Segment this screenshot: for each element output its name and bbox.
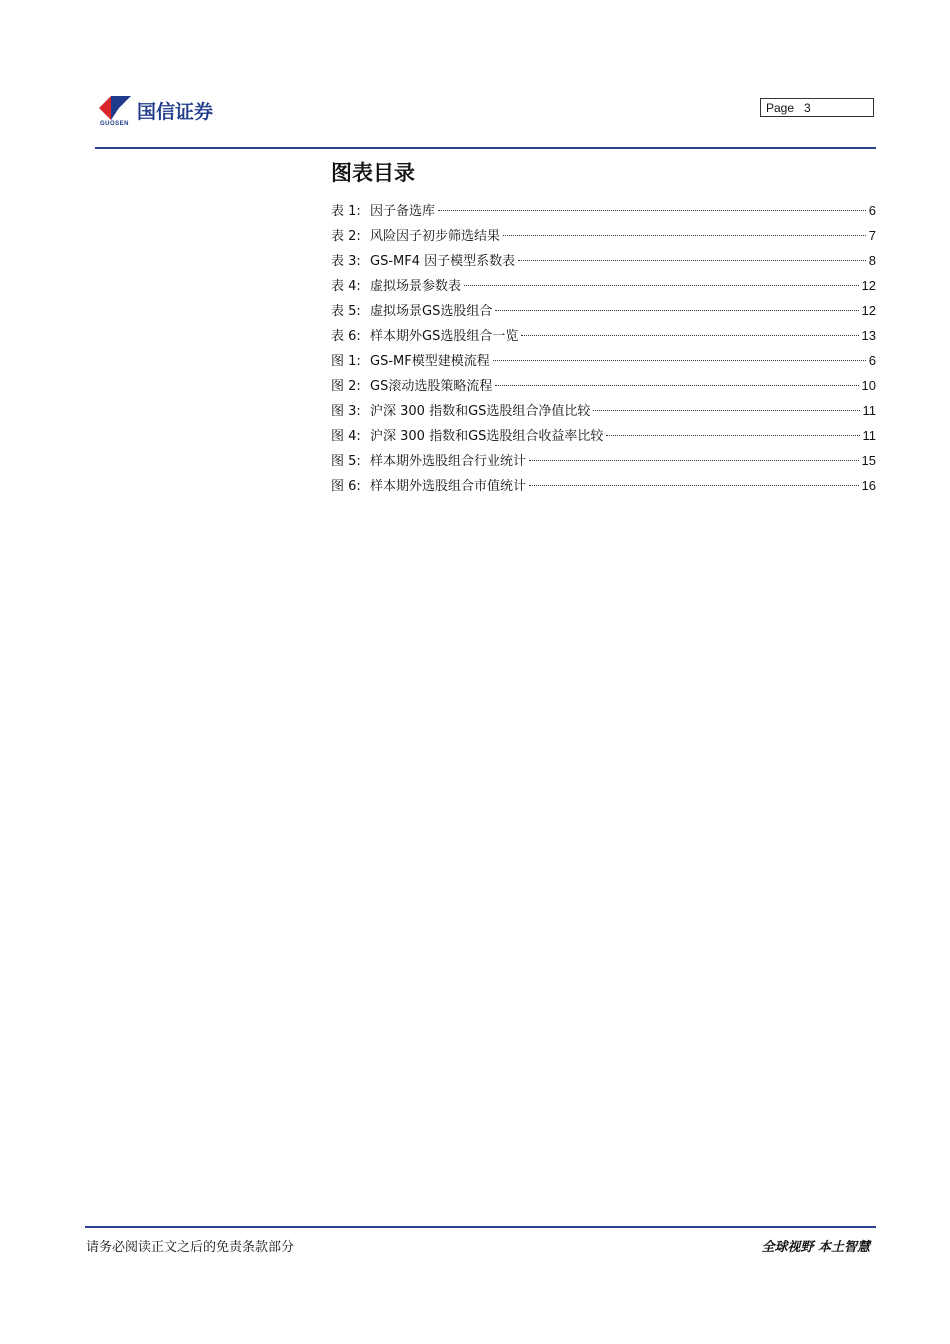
- toc-entry[interactable]: [331, 398, 876, 423]
- toc-leader: [518, 260, 866, 261]
- toc-leader: [495, 310, 858, 311]
- toc-entry-text: 样本期外选股组合行业统计: [370, 454, 527, 469]
- toc-entry[interactable]: [331, 248, 876, 273]
- toc-entry[interactable]: [331, 198, 876, 223]
- toc-leader: [495, 385, 858, 386]
- toc-entry-page: 12: [861, 303, 876, 318]
- toc-entry-text: GS-MF模型建模流程: [370, 354, 490, 369]
- toc-entry[interactable]: [331, 373, 876, 398]
- page-number: 3: [804, 101, 811, 115]
- toc-entry-label: 表 5:: [331, 304, 361, 319]
- toc-leader: [503, 235, 866, 236]
- toc-entry-label: 图 5:: [331, 454, 361, 469]
- toc-title: 图表目录: [331, 161, 415, 185]
- toc-entry[interactable]: [331, 298, 876, 323]
- toc-entry-label: 图 3:: [331, 404, 361, 419]
- toc-entry-text: 因子备选库: [370, 204, 436, 219]
- toc-entry-text: 样本期外选股组合市值统计: [370, 479, 527, 494]
- toc-entry-page: 11: [862, 428, 876, 443]
- toc-entry-label: 图 6:: [331, 479, 361, 494]
- toc-entry-page: 8: [868, 253, 876, 268]
- toc-leader: [438, 210, 866, 211]
- toc-entry[interactable]: [331, 223, 876, 248]
- toc-entry-text: 虚拟场景GS选股组合: [370, 304, 493, 319]
- toc-entry-text: 沪深 300 指数和GS选股组合净值比较: [370, 404, 591, 419]
- toc-entry-label: 表 1:: [331, 204, 361, 219]
- page-label: Page: [766, 101, 795, 115]
- toc-list: [331, 198, 876, 498]
- toc-entry-label: 表 2:: [331, 229, 361, 244]
- toc-entry-label: 表 4:: [331, 279, 361, 294]
- toc-entry-page: 6: [868, 353, 876, 368]
- toc-entry-text: 风险因子初步筛选结果: [370, 229, 501, 244]
- toc-entry-page: 16: [861, 478, 876, 493]
- footer-disclaimer: 请务必阅读正文之后的免责条款部分: [86, 1240, 295, 1255]
- toc-entry-text: 虚拟场景参数表: [370, 279, 462, 294]
- toc-leader: [521, 335, 858, 336]
- guosen-logo-icon: [97, 94, 135, 122]
- toc-entry-label: 图 4:: [331, 429, 361, 444]
- toc-entry[interactable]: [331, 323, 876, 348]
- toc-leader: [593, 410, 859, 411]
- toc-entry-label: 图 1:: [331, 354, 361, 369]
- toc-entry-page: 15: [861, 453, 876, 468]
- company-logo: [97, 92, 237, 132]
- toc-entry-text: 样本期外GS选股组合一览: [370, 329, 519, 344]
- toc-entry-label: 表 3:: [331, 254, 361, 269]
- toc-entry-page: 12: [861, 278, 876, 293]
- toc-entry-text: GS-MF4 因子模型系数表: [370, 254, 516, 269]
- toc-entry-page: 6: [868, 203, 876, 218]
- logo-chinese-name: 国信证券: [137, 101, 214, 123]
- toc-entry[interactable]: [331, 423, 876, 448]
- toc-entry[interactable]: [331, 448, 876, 473]
- toc-entry-label: 表 6:: [331, 329, 361, 344]
- page-indicator: [760, 98, 874, 117]
- toc-entry-page: 11: [862, 403, 876, 418]
- toc-leader: [529, 485, 859, 486]
- toc-entry[interactable]: [331, 348, 876, 373]
- toc-entry[interactable]: [331, 273, 876, 298]
- footer-slogan: 全球视野 本土智慧: [761, 1240, 870, 1255]
- toc-entry-label: 图 2:: [331, 379, 361, 394]
- toc-leader: [464, 285, 859, 286]
- toc-entry-text: 沪深 300 指数和GS选股组合收益率比较: [370, 429, 604, 444]
- header-divider: [95, 147, 876, 149]
- toc-entry[interactable]: [331, 473, 876, 498]
- toc-leader: [529, 460, 859, 461]
- toc-entry-page: 10: [861, 378, 876, 393]
- toc-leader: [606, 435, 859, 436]
- logo-english-name: GUOSEN: [100, 121, 130, 127]
- toc-entry-page: 7: [868, 228, 876, 243]
- toc-leader: [493, 360, 866, 361]
- toc-entry-text: GS滚动选股策略流程: [370, 379, 493, 394]
- toc-entry-page: 13: [861, 328, 876, 343]
- footer-divider: [85, 1226, 876, 1228]
